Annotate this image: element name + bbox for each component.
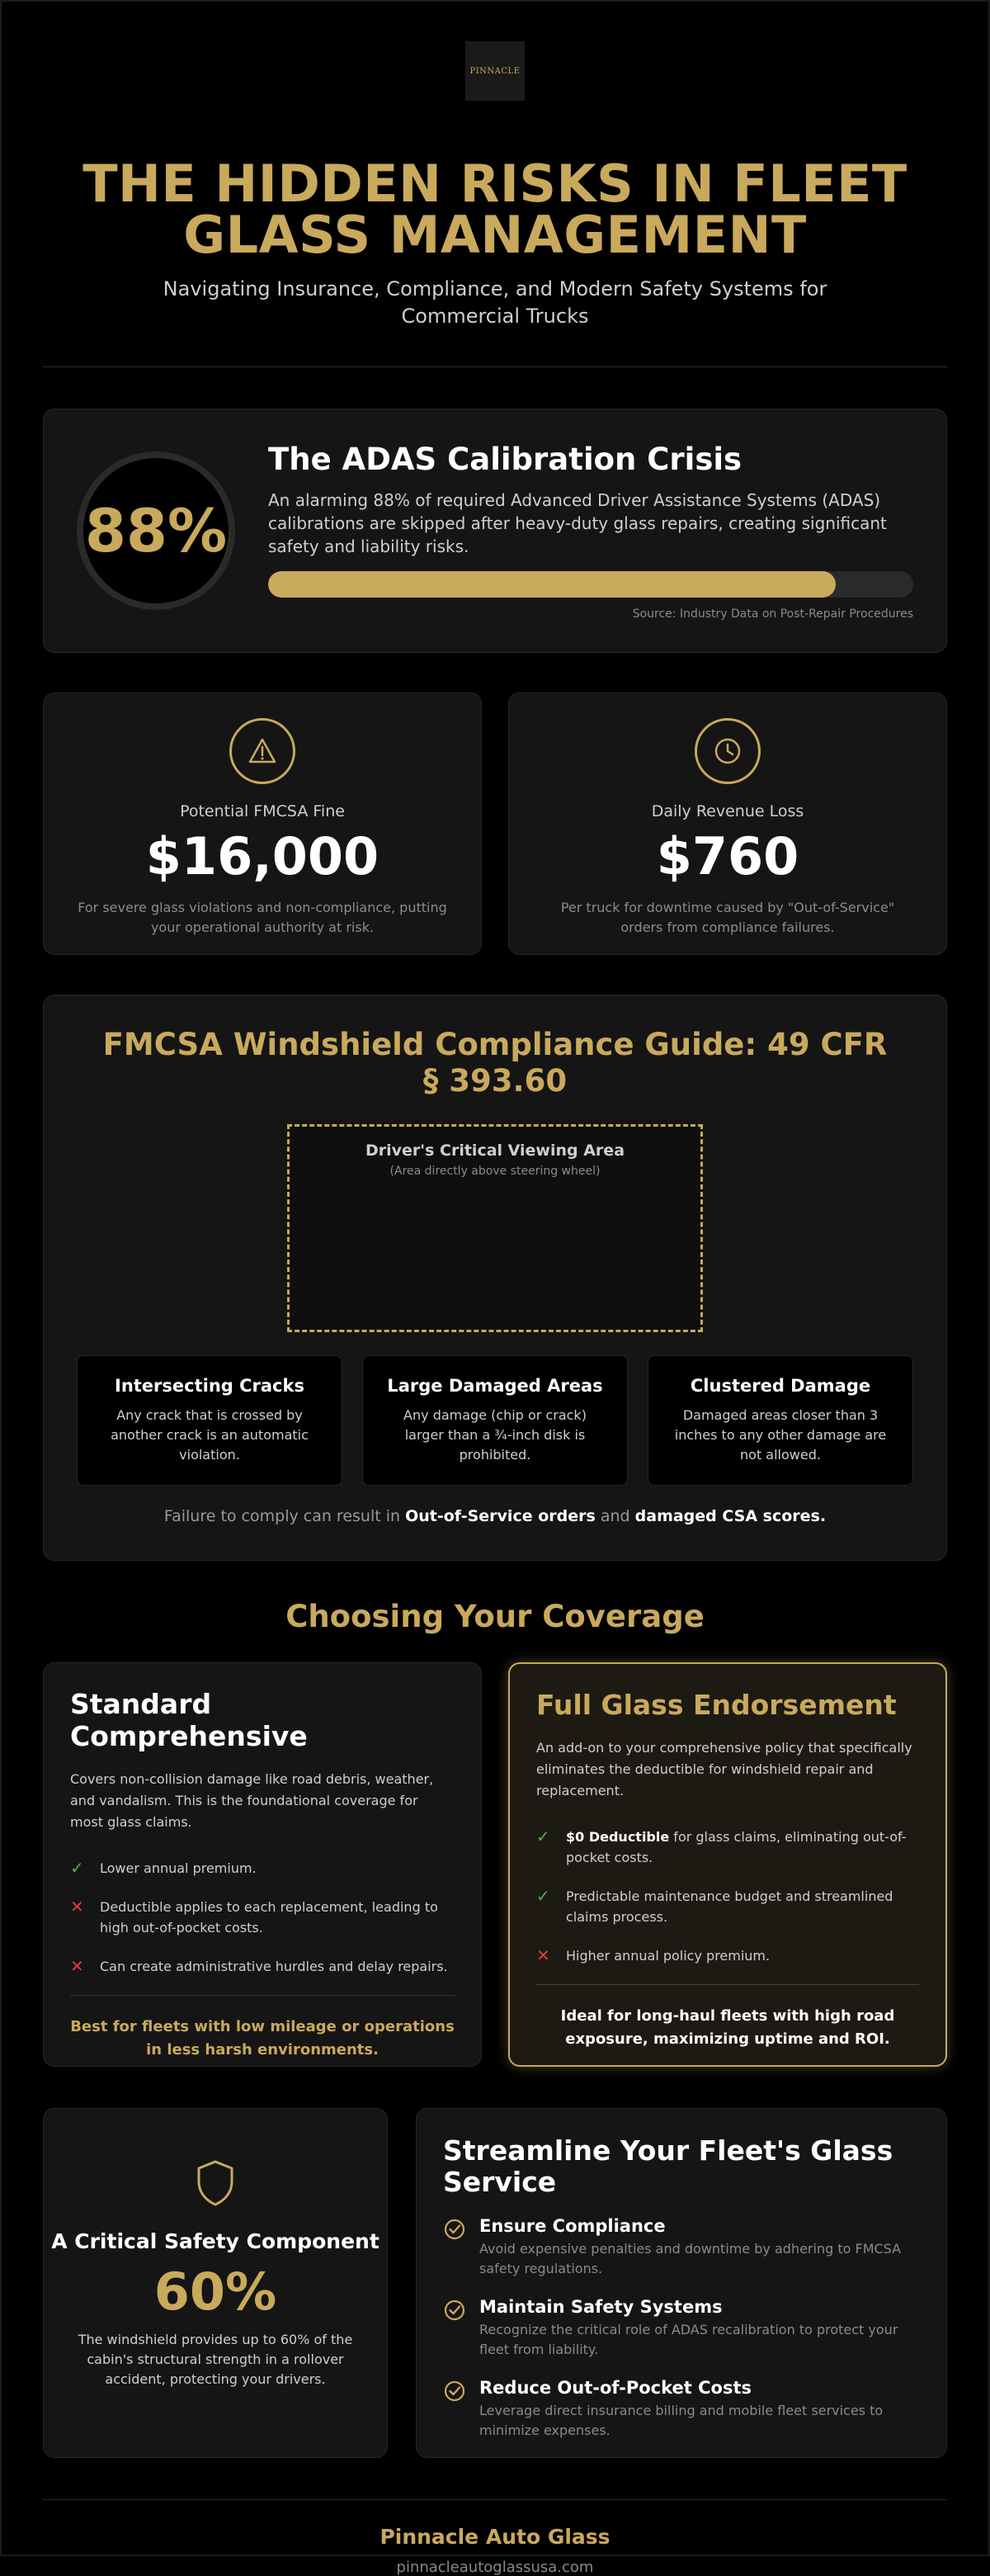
list-item: [70, 1858, 455, 1879]
cross-icon: ✕: [70, 1956, 84, 1976]
footer-website-link[interactable]: pinnacleautoglassusa.com: [396, 2559, 594, 2576]
check-circle-icon: [443, 2378, 479, 2441]
brand-logo: [465, 41, 525, 101]
rule-title: Intersecting Cracks: [115, 1376, 304, 1396]
safety-description: The windshield provides up to 60% of the cabin's structural strength in a rollover accident, protecting your drivers.: [78, 2332, 353, 2387]
adas-source: Source: Industry Data on Post-Repair Procedures: [632, 607, 913, 621]
stat-card-fine: [43, 692, 482, 955]
rule-card: [77, 1355, 342, 1486]
rule-card: [648, 1355, 913, 1486]
coverage-divider: [70, 1995, 455, 1996]
list-item-text: Can create administrative hurdles and delay repairs.: [100, 1959, 448, 1974]
list-item-body: [479, 2378, 920, 2441]
list-item-title: Reduce Out-of-Pocket Costs: [479, 2378, 752, 2398]
coverage-name: Standard Comprehensive: [70, 1688, 308, 1752]
stats-row: [43, 692, 947, 955]
list-item: [536, 1886, 919, 1927]
adas-body: [268, 442, 913, 621]
footer-company-name: Pinnacle Auto Glass: [380, 2525, 610, 2549]
page-title: THE HIDDEN RISKS IN FLEET GLASS MANAGEMENT: [82, 154, 908, 265]
fail-prefix: Failure to comply can result in: [163, 1507, 406, 1525]
coverage-title: Choosing Your Coverage: [285, 1599, 705, 1634]
coverage-row: [43, 1662, 947, 2067]
fmcsa-card: [43, 995, 947, 1561]
list-item-text: Lower annual premium.: [100, 1860, 257, 1876]
rule-description: Any crack that is crossed by another crack is an automatic violation.: [111, 1407, 309, 1463]
safety-title: A Critical Safety Component: [51, 2229, 380, 2253]
check-icon: ✓: [536, 1827, 550, 1846]
list-item-title: Ensure Compliance: [479, 2216, 666, 2236]
list-item-text: [566, 1827, 919, 1868]
list-item-body: [479, 2297, 920, 2360]
page-subtitle: Navigating Insurance, Compliance, and Modern Safety Systems for Commercial Trucks: [163, 277, 827, 328]
list-item-rest: for glass claims, eliminating out-of-pocket costs.: [566, 1829, 907, 1865]
viewing-area-subtitle: (Area directly above steering wheel): [389, 1165, 601, 1178]
stat-value: $760: [656, 826, 799, 886]
list-item: [443, 2216, 920, 2279]
streamline-card: [416, 2108, 947, 2458]
list-item-description: Leverage direct insurance billing and mobile fleet services to minimize expenses.: [479, 2403, 884, 2438]
adas-progress-fill: [268, 571, 836, 598]
coverage-footer: Best for fleets with low mileage or operations in less harsh environments.: [70, 2018, 455, 2058]
fail-bold-oos: Out-of-Service orders: [405, 1507, 596, 1525]
list-item: [536, 1827, 919, 1868]
critical-viewing-area: [287, 1124, 703, 1332]
adas-percent: 88%: [84, 496, 228, 565]
logo-text: PINNACLE: [469, 66, 521, 76]
cross-icon: ✕: [70, 1897, 84, 1917]
clock-icon: [695, 718, 761, 784]
viewing-area-title: Driver's Critical Viewing Area: [365, 1141, 625, 1160]
fmcsa-title: FMCSA Windshield Compliance Guide: 49 CFR § 393.60: [102, 1027, 888, 1099]
streamline-title: Streamline Your Fleet's Glass Service: [443, 2134, 893, 2198]
list-item-description: Avoid expensive penalties and downtime by adhering to FMCSA safety regulations.: [479, 2241, 902, 2276]
check-circle-icon: [443, 2297, 479, 2360]
rule-title: Clustered Damage: [690, 1376, 871, 1396]
adas-progress-bar: [268, 571, 913, 598]
shield-icon: [44, 2158, 387, 2211]
stat-card-revenue: [508, 692, 947, 955]
coverage-name: Full Glass Endorsement: [536, 1689, 897, 1721]
coverage-description: An add-on to your comprehensive policy that specifically eliminates the deductible for windshield repair and replacement.: [536, 1740, 912, 1798]
footer: [43, 2499, 947, 2576]
list-item: [70, 1897, 455, 1938]
check-icon: ✓: [536, 1886, 550, 1906]
rules-row: [77, 1355, 913, 1486]
coverage-list: [536, 1827, 919, 1966]
rule-card: [362, 1355, 628, 1486]
safety-value: 60%: [153, 2262, 277, 2322]
list-item: [536, 1945, 919, 1966]
coverage-description: Covers non-collision damage like road debris, weather, and vandalism. This is the foundational coverage for most glass claims.: [70, 1771, 434, 1830]
list-item-body: [479, 2216, 920, 2279]
list-item: [443, 2297, 920, 2360]
bottom-row: [43, 2108, 947, 2458]
compliance-warning: [77, 1507, 913, 1525]
stat-label: Potential FMCSA Fine: [180, 802, 345, 820]
list-item: [70, 1956, 455, 1977]
list-item-text: Deductible applies to each replacement, leading to high out-of-pocket costs.: [100, 1899, 438, 1936]
check-circle-icon: [443, 2216, 479, 2279]
coverage-list: [70, 1858, 455, 1977]
stat-label: Daily Revenue Loss: [651, 802, 804, 820]
safety-card: [43, 2108, 388, 2458]
list-item-description: Recognize the critical role of ADAS recalibration to protect your fleet from liability.: [479, 2322, 898, 2357]
adas-description: An alarming 88% of required Advanced Driver Assistance Systems (ADAS) calibrations are skipped after heavy-duty glass repairs, creating significant safety and liability risks.: [268, 489, 887, 556]
fail-mid: and: [595, 1507, 635, 1525]
coverage-card-endorsement: [508, 1662, 947, 2067]
rule-description: Any damage (chip or crack) larger than a ¾-inch disk is prohibited.: [403, 1407, 587, 1463]
warning-icon: [229, 718, 295, 784]
adas-title: The ADAS Calibration Crisis: [268, 441, 742, 477]
coverage-divider: [536, 1984, 919, 1985]
adas-card: [43, 409, 947, 653]
cross-icon: ✕: [536, 1945, 550, 1965]
list-item-title: Maintain Safety Systems: [479, 2297, 723, 2317]
rule-description: Damaged areas closer than 3 inches to any other damage are not allowed.: [674, 1407, 887, 1463]
stat-value: $16,000: [145, 826, 380, 886]
stat-description: For severe glass violations and non-compliance, putting your operational authority at risk.: [78, 900, 447, 935]
adas-percent-ring: [77, 451, 235, 610]
list-item-bold: $0 Deductible: [566, 1829, 670, 1845]
page: [43, 41, 947, 2576]
coverage-footer: Ideal for long-haul fleets with high road exposure, maximizing uptime and ROI.: [560, 2007, 895, 2048]
coverage-card-standard: [43, 1662, 482, 2067]
fail-bold-csa: damaged CSA scores.: [634, 1507, 827, 1525]
check-icon: ✓: [70, 1858, 84, 1878]
list-item-text: Predictable maintenance budget and streamlined claims process.: [566, 1888, 893, 1925]
rule-title: Large Damaged Areas: [387, 1376, 603, 1396]
header-divider: [43, 366, 947, 367]
list-item-text: Higher annual policy premium.: [566, 1948, 771, 1964]
stat-description: Per truck for downtime caused by "Out-of-Service" orders from compliance failures.: [560, 900, 895, 935]
list-item: [443, 2378, 920, 2441]
